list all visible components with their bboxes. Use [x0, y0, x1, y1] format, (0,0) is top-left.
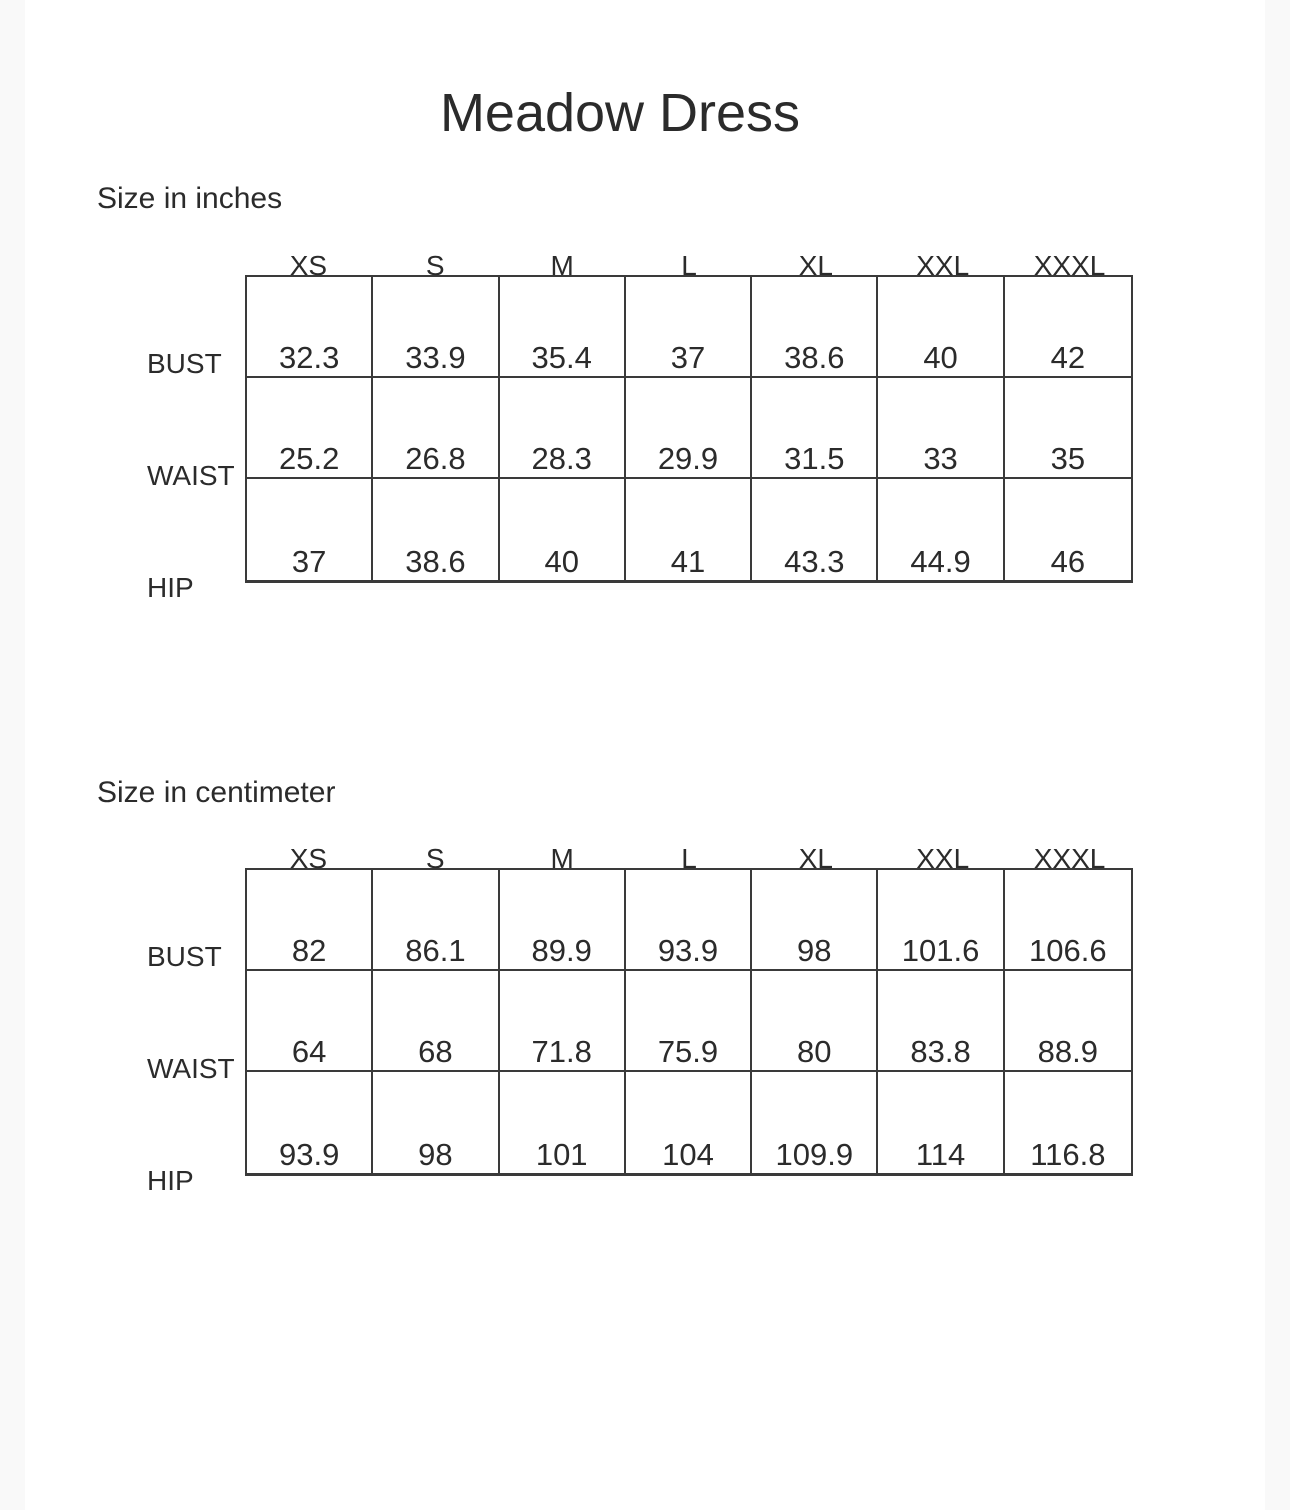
row-labels-centimeter — [147, 870, 241, 1206]
size-table-inches — [147, 243, 1133, 603]
size-value-cell: 46 — [1050, 544, 1086, 579]
size-value-cell: 32.3 — [247, 277, 373, 378]
size-value-cell: 75.9 — [626, 971, 752, 1072]
size-value-cell: 29.9 — [626, 378, 752, 479]
size-value-cell: 71.8 — [500, 971, 626, 1072]
size-column-header: XS — [289, 843, 328, 874]
size-value-cell: 28.3 — [500, 378, 626, 479]
size-value-cell: 33.9 — [373, 277, 499, 378]
size-header-row — [245, 836, 1133, 874]
size-value-cell: 106.6 — [1005, 870, 1131, 971]
size-value-cell: 88.9 — [1005, 971, 1131, 1072]
size-value-cell: 25.2 — [247, 378, 373, 479]
measurement-row-label: BUST — [147, 941, 222, 972]
size-column-header: XXXL — [1033, 250, 1106, 281]
size-value-cell: 40 — [500, 479, 626, 580]
size-column-header: XL — [798, 250, 833, 281]
size-column-header: L — [681, 843, 697, 874]
size-value-cell: 101 — [500, 1072, 626, 1173]
measurement-row-label: BUST — [147, 348, 222, 379]
size-value-cell: 83.8 — [878, 971, 1004, 1072]
section-label-centimeter: Size in centimeter — [97, 776, 336, 809]
section-label-inches: Size in inches — [97, 182, 283, 215]
size-value-cell: 80 — [752, 971, 878, 1072]
size-value-cell: 116.8 — [1030, 1137, 1106, 1172]
size-value-cell: 98 — [373, 1072, 499, 1173]
size-value-cell: 38.6 — [373, 479, 499, 580]
size-value-cell: 42 — [1005, 277, 1131, 378]
size-value-cell: 93.9 — [247, 1072, 373, 1173]
row-labels-inches — [147, 277, 241, 613]
size-value-cell: 109.9 — [752, 1072, 878, 1173]
size-column-header: S — [425, 250, 445, 281]
size-value-cell: 114 — [878, 1072, 1004, 1173]
size-value-cell: 64 — [247, 971, 373, 1072]
size-value-cell: 35 — [1005, 378, 1131, 479]
size-column-header: XL — [798, 843, 833, 874]
size-value-cell: 101.6 — [878, 870, 1004, 971]
size-value-cell: 82 — [247, 870, 373, 971]
size-value-cell: 41 — [626, 479, 752, 580]
size-value-cell: 31.5 — [752, 378, 878, 479]
size-table-grid — [245, 868, 1133, 1176]
size-value-cell: 40 — [878, 277, 1004, 378]
size-column-header: XS — [289, 250, 328, 281]
page-title: Meadow Dress — [439, 83, 801, 143]
size-value-cell: 68 — [373, 971, 499, 1072]
size-table-grid — [245, 275, 1133, 583]
measurement-row-label: HIP — [147, 572, 194, 603]
size-value-cell: 86.1 — [373, 870, 499, 971]
document-sheet — [25, 0, 1265, 1510]
size-value-cell: 38.6 — [752, 277, 878, 378]
size-value-cell: 98 — [752, 870, 878, 971]
size-column-header: L — [681, 250, 697, 281]
size-value-cell: 93.9 — [626, 870, 752, 971]
size-value-cell: 43.3 — [752, 479, 878, 580]
size-value-cell: 89.9 — [500, 870, 626, 971]
size-column-header: XXXL — [1033, 843, 1106, 874]
size-column-header: S — [425, 843, 445, 874]
size-value-cell: 44.9 — [878, 479, 1004, 580]
measurement-row-label: WAIST — [147, 460, 235, 491]
measurement-row-label: WAIST — [147, 1053, 235, 1084]
size-column-header: XXL — [916, 843, 970, 874]
size-value-cell: 37 — [247, 479, 373, 580]
size-value-cell: 37 — [626, 277, 752, 378]
size-value-cell: 35.4 — [500, 277, 626, 378]
size-column-header: XXL — [916, 250, 970, 281]
size-value-cell: 26.8 — [373, 378, 499, 479]
size-value-cell: 33 — [878, 378, 1004, 479]
size-table-centimeter — [147, 836, 1133, 1196]
measurement-row-label: HIP — [147, 1165, 194, 1196]
size-column-header: M — [550, 250, 574, 281]
size-header-row — [245, 243, 1133, 281]
size-column-header: M — [550, 843, 574, 874]
size-value-cell: 104 — [626, 1072, 752, 1173]
